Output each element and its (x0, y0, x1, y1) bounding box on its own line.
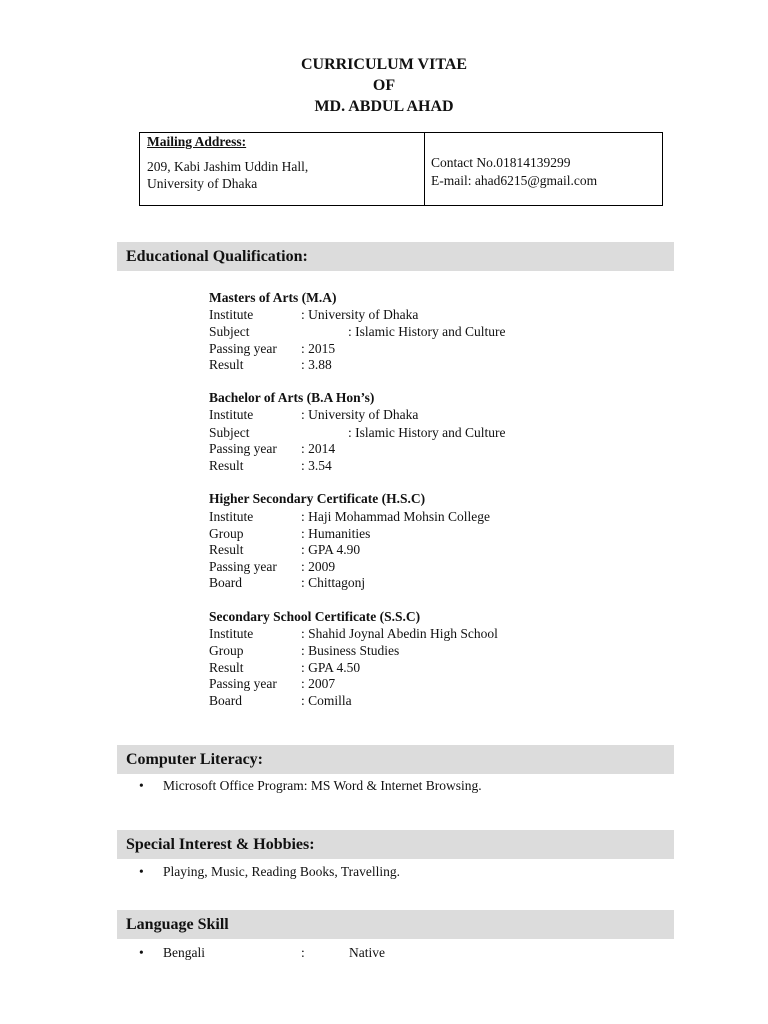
hobbies-heading: Special Interest & Hobbies: (117, 830, 674, 859)
row-value: : Comilla (301, 693, 352, 708)
email-address: E-mail: ahad6215@gmail.com (431, 173, 598, 188)
cv-title-name: MD. ABDUL AHAD (314, 98, 454, 115)
cv-title-line-2: OF (372, 77, 396, 94)
row-value: : University of Dhaka (301, 307, 419, 322)
row-label: Board (209, 693, 242, 708)
row-label: Passing year (209, 559, 277, 574)
bullet-icon: • (139, 945, 144, 960)
row-label: Result (209, 357, 244, 372)
row-value: : Islamic History and Culture (348, 324, 506, 339)
row-label: Institute (209, 407, 254, 422)
cv-title-line-1: CURRICULUM VITAE (300, 56, 468, 73)
row-label: Institute (209, 509, 254, 524)
row-label: Group (209, 643, 244, 658)
degree-title-ba: Bachelor of Arts (B.A Hon’s) (209, 390, 375, 405)
row-value: : Shahid Joynal Abedin High School (301, 626, 498, 641)
degree-title-hsc: Higher Secondary Certificate (H.S.C) (209, 491, 426, 506)
degree-title-ssc: Secondary School Certificate (S.S.C) (209, 609, 421, 624)
row-label: Subject (209, 425, 250, 440)
row-label: Result (209, 458, 244, 473)
row-value: : Business Studies (301, 643, 400, 658)
address-box (139, 132, 663, 206)
row-value: : GPA 4.50 (301, 660, 361, 675)
row-label: Passing year (209, 676, 277, 691)
contact-number: Contact No.01814139299 (431, 155, 571, 170)
address-line-1: 209, Kabi Jashim Uddin Hall, (147, 159, 309, 174)
row-label: Board (209, 575, 242, 590)
education-heading: Educational Qualification: (117, 242, 674, 271)
row-value: : Humanities (301, 526, 371, 541)
row-label: Institute (209, 626, 254, 641)
computer-literacy-heading: Computer Literacy: (117, 745, 674, 774)
row-label: Result (209, 660, 244, 675)
address-line-2: University of Dhaka (147, 176, 258, 191)
row-value: : Chittagonj (301, 575, 366, 590)
row-value: : GPA 4.90 (301, 542, 361, 557)
row-value: : Islamic History and Culture (348, 425, 506, 440)
row-value: : Haji Mohammad Mohsin College (301, 509, 490, 524)
language-name: Bengali (163, 945, 205, 960)
row-value: : 2009 (301, 559, 336, 574)
row-label: Institute (209, 307, 254, 322)
row-value: : 3.54 (301, 458, 332, 473)
row-value: : 2014 (301, 441, 336, 456)
language-separator: : (301, 945, 305, 960)
row-value: : University of Dhaka (301, 407, 419, 422)
row-label: Group (209, 526, 244, 541)
row-value: : 3.88 (301, 357, 332, 372)
bullet-icon: • (139, 864, 144, 879)
language-skill-heading: Language Skill (117, 910, 674, 939)
row-label: Passing year (209, 441, 277, 456)
bullet-icon: • (139, 778, 144, 793)
row-label: Subject (209, 324, 250, 339)
language-level: Native (349, 945, 385, 960)
row-label: Result (209, 542, 244, 557)
degree-title-ma: Masters of Arts (M.A) (209, 290, 337, 305)
row-label: Passing year (209, 341, 277, 356)
list-item-text: Microsoft Office Program: MS Word & Internet Browsing. (163, 778, 482, 793)
row-value: : 2007 (301, 676, 336, 691)
address-divider (424, 133, 425, 205)
row-value: : 2015 (301, 341, 336, 356)
mailing-address-heading: Mailing Address: (147, 134, 247, 149)
list-item-text: Playing, Music, Reading Books, Travelling. (163, 864, 401, 879)
